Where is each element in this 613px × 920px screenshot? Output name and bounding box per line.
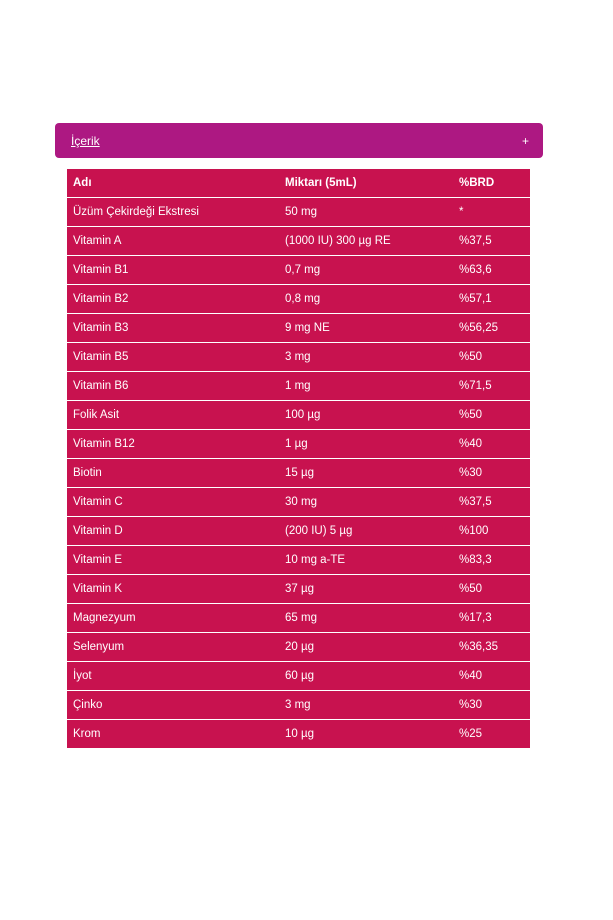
cell-amount: 50 mg [279, 198, 453, 227]
column-header-name: Adı [67, 169, 279, 198]
cell-amount: 3 mg [279, 343, 453, 372]
cell-amount: 60 µg [279, 662, 453, 691]
ingredients-accordion-header[interactable] [55, 123, 543, 158]
table-row [67, 314, 530, 343]
cell-name: Vitamin B3 [67, 314, 279, 343]
table-body [67, 198, 530, 749]
cell-amount: 0,8 mg [279, 285, 453, 314]
cell-rdi: %40 [453, 662, 530, 691]
column-header-rdi: %BRD [453, 169, 530, 198]
table-row [67, 720, 530, 749]
cell-rdi: %100 [453, 517, 530, 546]
cell-amount: (1000 IU) 300 µg RE [279, 227, 453, 256]
cell-rdi: %56,25 [453, 314, 530, 343]
table-row [67, 546, 530, 575]
table-row [67, 459, 530, 488]
cell-rdi: * [453, 198, 530, 227]
cell-rdi: %30 [453, 459, 530, 488]
cell-amount: 10 mg a-TE [279, 546, 453, 575]
cell-amount: 20 µg [279, 633, 453, 662]
cell-name: Vitamin E [67, 546, 279, 575]
table-row [67, 691, 530, 720]
nutrition-table [67, 169, 530, 748]
cell-name: Vitamin B6 [67, 372, 279, 401]
cell-rdi: %63,6 [453, 256, 530, 285]
table-row [67, 227, 530, 256]
cell-name: Vitamin K [67, 575, 279, 604]
cell-name: Vitamin B1 [67, 256, 279, 285]
table-row [67, 430, 530, 459]
cell-name: Vitamin B5 [67, 343, 279, 372]
cell-rdi: %17,3 [453, 604, 530, 633]
cell-name: Biotin [67, 459, 279, 488]
cell-rdi: %57,1 [453, 285, 530, 314]
cell-amount: 15 µg [279, 459, 453, 488]
cell-rdi: %36,35 [453, 633, 530, 662]
expand-plus-icon[interactable]: + [521, 133, 529, 148]
cell-rdi: %37,5 [453, 488, 530, 517]
table-row [67, 662, 530, 691]
cell-name: Vitamin A [67, 227, 279, 256]
cell-amount: 10 µg [285, 728, 315, 740]
cell-name: Magnezyum [67, 604, 279, 633]
table-row [67, 343, 530, 372]
cell-amount: (200 IU) 5 µg [279, 517, 453, 546]
cell-name: Krom [73, 728, 101, 740]
table-row [67, 633, 530, 662]
cell-rdi: %50 [453, 401, 530, 430]
ingredients-accordion-title[interactable]: İçerik [71, 133, 100, 148]
cell-rdi: %83,3 [453, 546, 530, 575]
cell-rdi: %40 [453, 430, 530, 459]
cell-amount: 1 µg [279, 430, 453, 459]
table-row [67, 372, 530, 401]
table-row [67, 488, 530, 517]
cell-amount: 1 mg [279, 372, 453, 401]
cell-name: Vitamin C [67, 488, 279, 517]
cell-name: Vitamin B12 [67, 430, 279, 459]
cell-rdi: %37,5 [453, 227, 530, 256]
cell-amount: 37 µg [279, 575, 453, 604]
cell-rdi: %71,5 [453, 372, 530, 401]
cell-amount: 65 mg [279, 604, 453, 633]
column-header-amount: Miktarı (5mL) [279, 169, 453, 198]
table-header-row [67, 169, 530, 198]
cell-rdi: %50 [453, 575, 530, 604]
table-row [67, 285, 530, 314]
cell-rdi: %30 [453, 691, 530, 720]
cell-amount: 0,7 mg [279, 256, 453, 285]
cell-name: Üzüm Çekirdeği Ekstresi [67, 198, 279, 227]
cell-amount: 9 mg NE [279, 314, 453, 343]
cell-name: Folik Asit [67, 401, 279, 430]
cell-rdi: %25 [459, 728, 483, 740]
cell-name: Vitamin B2 [67, 285, 279, 314]
table-row [67, 604, 530, 633]
table-row [67, 198, 530, 227]
table-row [67, 517, 530, 546]
cell-amount: 3 mg [279, 691, 453, 720]
cell-name: Çinko [67, 691, 279, 720]
cell-amount: 100 µg [279, 401, 453, 430]
cell-rdi: %50 [453, 343, 530, 372]
cell-amount: 30 mg [279, 488, 453, 517]
cell-name: İyot [67, 662, 279, 691]
table-row [67, 401, 530, 430]
table-row [67, 575, 530, 604]
cell-name: Vitamin D [67, 517, 279, 546]
table-row [67, 256, 530, 285]
cell-name: Selenyum [67, 633, 279, 662]
